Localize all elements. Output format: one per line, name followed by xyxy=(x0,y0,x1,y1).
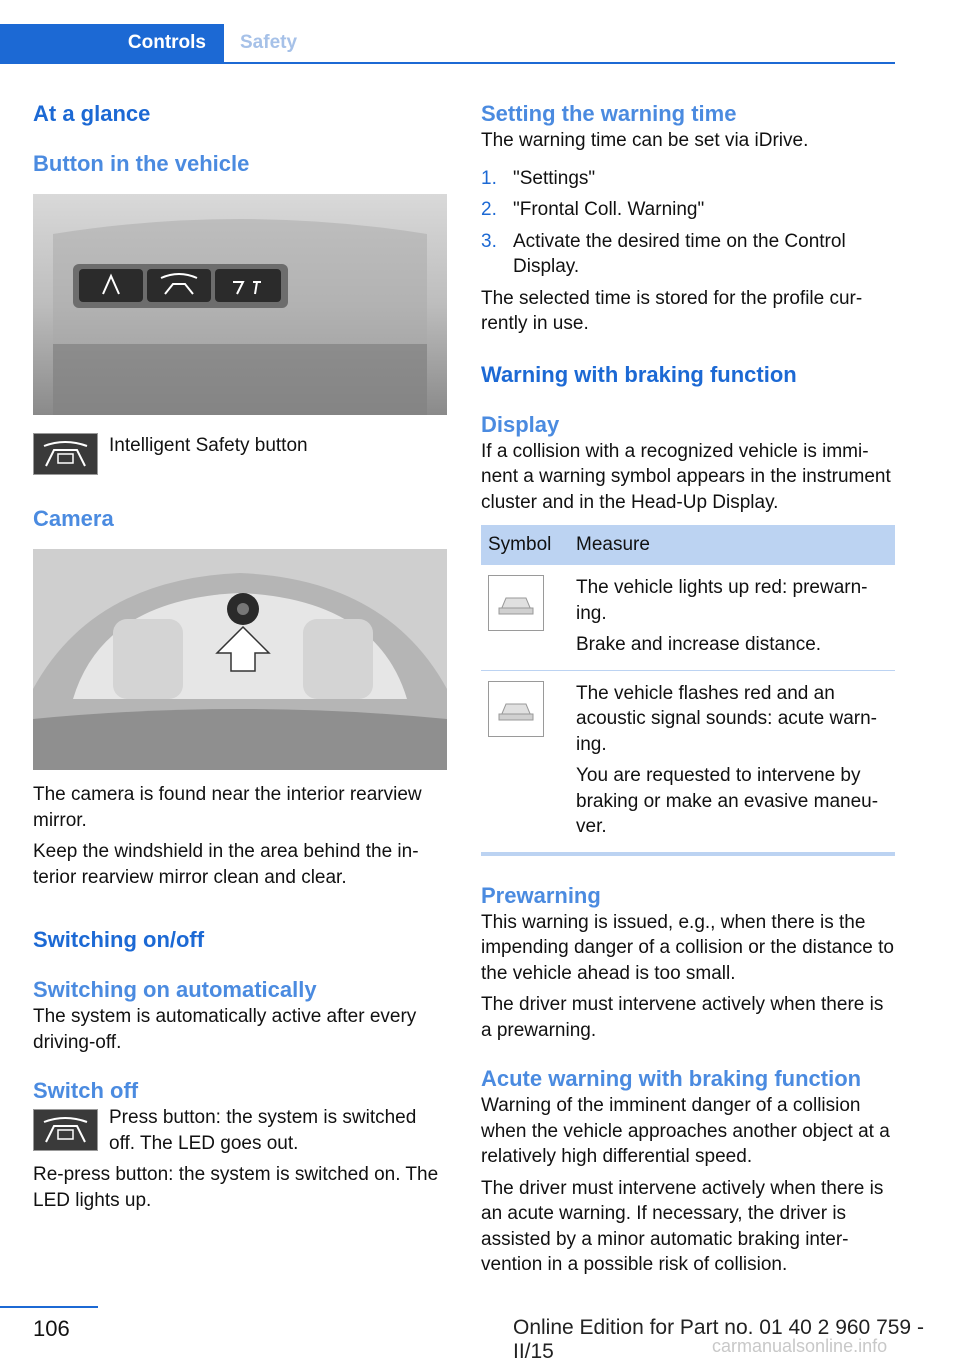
warning-time-text: The warning time can be set via iDrive. xyxy=(481,130,809,151)
car-prewarning-icon xyxy=(488,575,544,631)
heading-warning-braking: Warning with braking function xyxy=(481,361,797,387)
right-column xyxy=(481,100,895,1278)
heading-camera: Camera xyxy=(33,506,114,531)
heading-setting-warning-time: Setting the warning time xyxy=(481,101,737,126)
list-item: 2. "Frontal Coll. Warning" xyxy=(481,199,705,220)
table-header-symbol: Symbol xyxy=(481,525,569,565)
table-header-measure: Measure xyxy=(569,525,895,565)
row2-measure-a: The vehicle flashes red and an acoustic signal sounds: acute warning. xyxy=(576,682,877,755)
heading-prewarning: Prewarning xyxy=(481,882,601,908)
heading-acute-warning: Acute warning with braking function xyxy=(481,1066,862,1091)
prewarning-text-2: The driver must intervene actively when there is a prewarning. xyxy=(481,994,884,1041)
header-tab-bar xyxy=(0,24,895,64)
tab-safety[interactable]: Safety xyxy=(240,32,298,53)
heading-switching-on-automatically: Switching on automatically xyxy=(33,977,317,1002)
list-item: 1. "Settings" xyxy=(481,167,596,189)
table-row xyxy=(481,565,895,670)
intelligent-safety-icon xyxy=(33,433,98,475)
heading-switching-on-off: Switching on/off xyxy=(33,927,205,952)
stored-text: The selected time is stored for the profile currently in use. xyxy=(481,287,863,334)
row2-measure-b: You are requested to intervene by braking or make an evasive maneuver. xyxy=(576,765,879,837)
symbol-table xyxy=(481,525,895,856)
table-row xyxy=(481,670,895,852)
left-column xyxy=(33,100,447,1213)
page-number: 106 xyxy=(0,1306,98,1308)
acute-text-1: Warning of the imminent danger of a collision when the vehicle approaches another object at a relatively high differential speed. xyxy=(481,1095,890,1167)
row1-measure-b: Brake and increase distance. xyxy=(576,634,822,655)
heading-button-in-vehicle: Button in the vehicle xyxy=(33,151,250,176)
heading-display: Display xyxy=(481,411,560,437)
prewarning-text-1: This warning is issued, e.g., when there is the impending danger of a collision or the distance to the vehicle ahead is too small. xyxy=(481,911,894,984)
camera-photo xyxy=(33,549,447,770)
heading-at-a-glance: At a glance xyxy=(33,101,151,126)
watermark: carmanualsonline.info xyxy=(712,1336,888,1356)
list-item: 3. Activate the desired time on the Control Display. xyxy=(481,230,846,277)
repress-text: Re-press button: the system is switched on. The LED lights up. xyxy=(33,1164,439,1211)
auto-text: The system is automatically active after every driving-off. xyxy=(33,1006,417,1053)
switch-off-text: Press button: the system is switched off. The LED goes out. xyxy=(109,1107,417,1154)
display-text: If a collision with a recognized vehicle is imminent a warning symbol appears in the instrument cluster and in the Head-Up Display. xyxy=(481,440,891,513)
edition-footer: Online Edition for Part no. 01 40 2 960 759 - II/15 xyxy=(513,1316,924,1363)
camera-text-1: The camera is found near the interior rearview mirror. xyxy=(33,784,422,831)
button-caption: Intelligent Safety button xyxy=(109,435,308,456)
intelligent-safety-icon xyxy=(33,1109,98,1151)
acute-text-2: The driver must intervene actively when there is an acute warning. If necessary, the driver is assisted by a minor automatic braking intervention in a possible risk of collision. xyxy=(481,1177,884,1275)
steps-list xyxy=(481,166,895,280)
button-panel-photo xyxy=(33,194,447,415)
tab-controls[interactable]: Controls xyxy=(0,24,224,62)
heading-switch-off: Switch off xyxy=(33,1078,139,1103)
car-acute-warning-icon xyxy=(488,681,544,737)
camera-text-2: Keep the windshield in the area behind the interior rearview mirror clean and clear. xyxy=(33,841,419,888)
row1-measure-a: The vehicle lights up red: prewarning. xyxy=(576,577,868,624)
